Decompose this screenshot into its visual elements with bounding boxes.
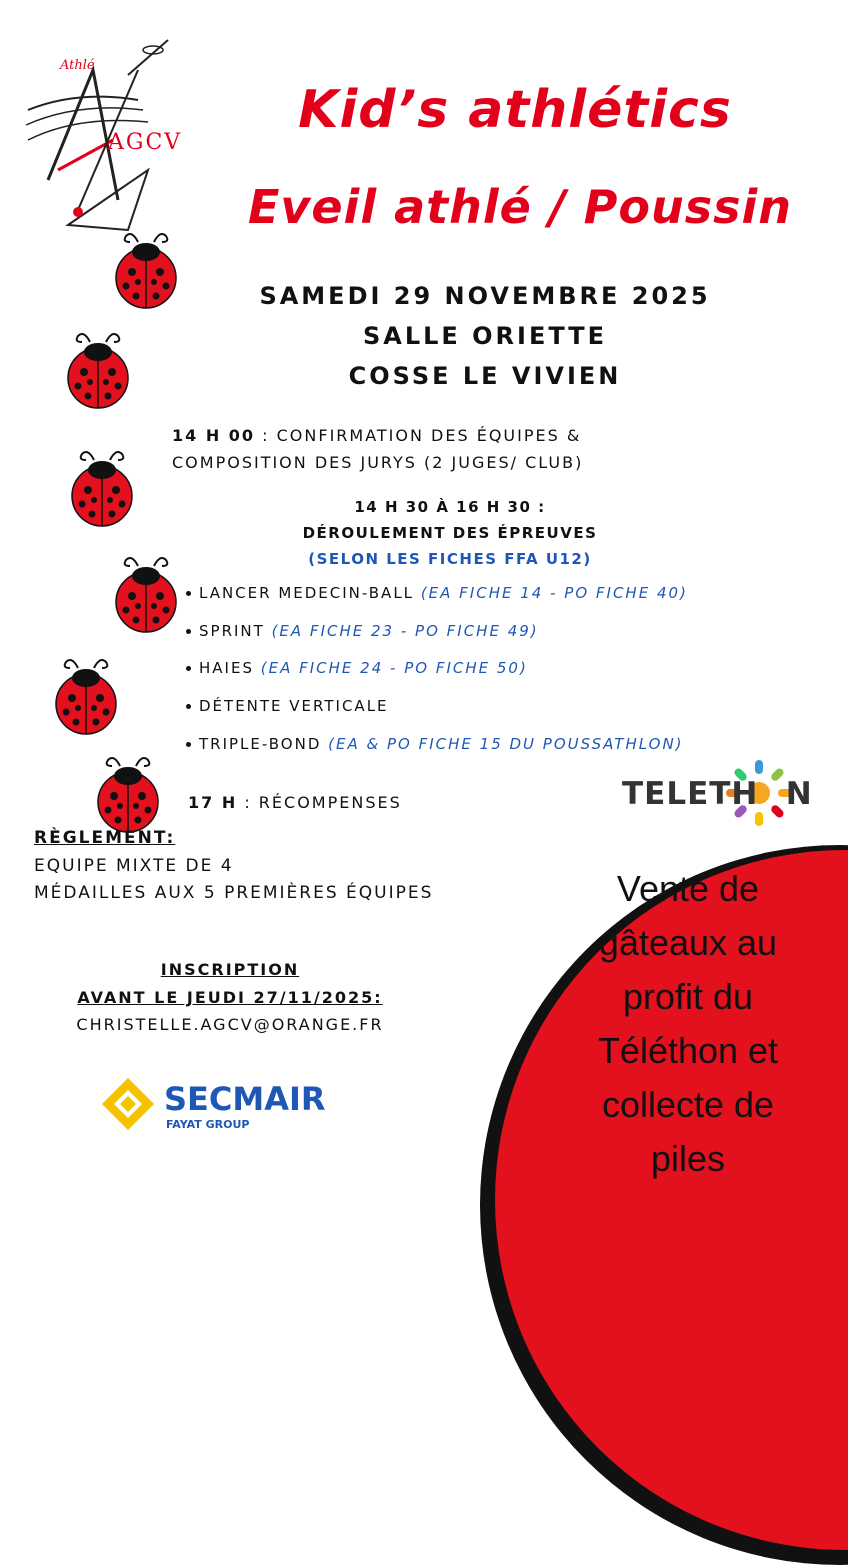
logo-letters: AGCV (108, 130, 183, 155)
ladybug-icon (48, 654, 126, 738)
registration-email: CHRISTELLE.AGCV@ORANGE.FR (76, 1015, 384, 1034)
schedule-item-1-sep: : (255, 426, 277, 445)
event-name: SPRINT (199, 622, 265, 640)
event-date: SAMEDI 29 NOVEMBRE 2025 (259, 282, 711, 310)
title-line2: Eveil athlé / Poussin (247, 180, 793, 234)
club-logo (18, 30, 198, 240)
registration-deadline: AVANT LE JEUDI 27/11/2025: (77, 988, 383, 1007)
circle-line: Téléthon et (597, 1030, 779, 1071)
telethon-logo-text-n: N (785, 776, 813, 812)
telethon-logo (622, 758, 812, 828)
schedule-item-3-time: 17 H (188, 793, 238, 812)
ladybug-icon (64, 446, 142, 530)
rules-heading: RÈGLEMENT: (34, 828, 176, 848)
event-name: DÉTENTE VERTICALE (199, 697, 389, 715)
circle-line: piles (650, 1138, 726, 1179)
ladybug-icon (60, 328, 138, 412)
bullet-dot (186, 629, 191, 634)
event-list-item (186, 584, 688, 602)
event-name: LANCER MEDECIN-BALL (199, 584, 415, 602)
rules-line1: EQUIPE MIXTE DE 4 (34, 856, 234, 876)
ladybug-icon (108, 552, 186, 636)
bullet-dot (186, 666, 191, 671)
registration-heading: INSCRIPTION (160, 960, 300, 979)
telethon-logo-text-o (758, 776, 785, 812)
logo-top-text: Athlé (60, 58, 95, 73)
sponsor-name: SECMAIR (164, 1080, 326, 1118)
sponsor-logo (100, 1072, 360, 1142)
event-city: COSSE LE VIVIEN (348, 362, 622, 390)
sponsor-diamond-icon (100, 1076, 156, 1132)
schedule-item-1-time: 14 H 00 (172, 426, 256, 445)
circle-line: collecte de (601, 1084, 775, 1125)
bullet-dot (186, 591, 191, 596)
rules-line2: MÉDAILLES AUX 5 PREMIÈRES ÉQUIPES (34, 883, 434, 903)
ladybug-icon (108, 228, 186, 312)
event-ref: (EA & PO FICHE 15 DU POUSSATHLON) (328, 735, 684, 753)
schedule-item-2-title: DÉROULEMENT DES ÉPREUVES (302, 524, 598, 542)
event-venue: SALLE ORIETTE (362, 322, 608, 350)
sponsor-group: FAYAT GROUP (166, 1118, 250, 1131)
event-list-item (186, 622, 539, 640)
ladybug-icon (90, 752, 168, 836)
schedule-item-3 (188, 793, 402, 812)
circle-line: Vente de (616, 868, 760, 909)
schedule-item-2-note: (SELON LES FICHES FFA U12) (308, 550, 592, 568)
schedule-item-1-line2: COMPOSITION DES JURYS (2 JUGES/ CLUB) (172, 453, 584, 472)
schedule-item-2-time: 14 H 30 À 16 H 30 : (354, 498, 546, 516)
telethon-logo-text-main: TELETH (622, 776, 759, 812)
circle-line: profit du (622, 976, 754, 1017)
circle-line: gâteaux au (598, 922, 778, 963)
event-list-item (186, 659, 528, 677)
title-line1: Kid’s athlétics (298, 80, 732, 140)
schedule-item-3-sep: : (237, 793, 259, 812)
event-list-item (186, 697, 389, 715)
event-list-item (186, 735, 684, 753)
event-name: TRIPLE-BOND (199, 735, 322, 753)
telethon-circle-text (548, 862, 828, 1186)
event-ref: (EA FICHE 14 - PO FICHE 40) (420, 584, 688, 602)
event-name: HAIES (199, 659, 254, 677)
bullet-dot (186, 742, 191, 747)
bullet-dot (186, 704, 191, 709)
schedule-item-1 (172, 426, 581, 445)
telethon-logo-text (622, 776, 813, 812)
event-ref: (EA FICHE 23 - PO FICHE 49) (271, 622, 539, 640)
event-ref: (EA FICHE 24 - PO FICHE 50) (260, 659, 528, 677)
schedule-item-1-text-a: CONFIRMATION DES ÉQUIPES & (276, 426, 582, 445)
schedule-item-3-text: RÉCOMPENSES (258, 793, 402, 812)
